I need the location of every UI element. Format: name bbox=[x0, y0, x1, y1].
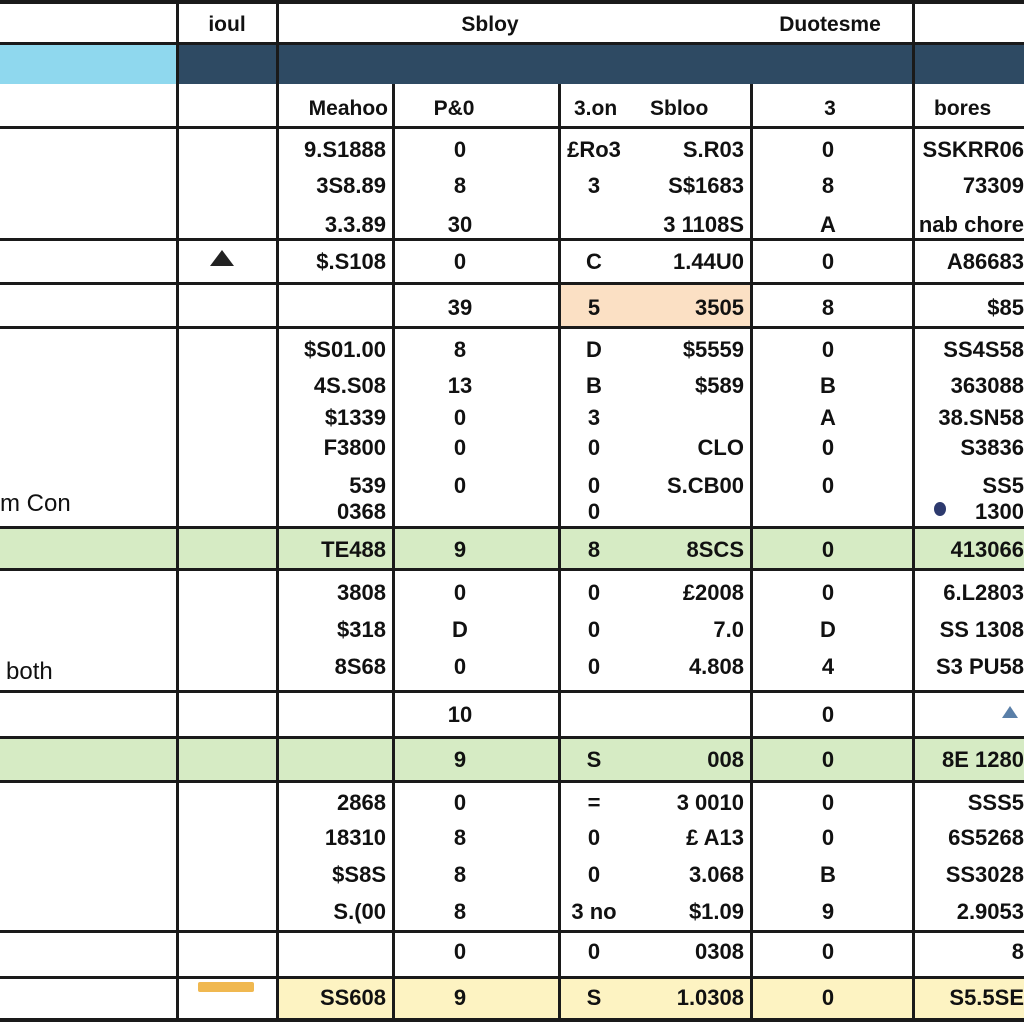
grid-line bbox=[0, 568, 1024, 571]
grid-line bbox=[0, 1018, 1024, 1022]
cell-num[interactable]: 0 bbox=[821, 939, 835, 964]
cell-p[interactable]: 8 bbox=[453, 825, 467, 850]
cell-sales[interactable]: 8SCS bbox=[686, 537, 744, 562]
grid-line bbox=[0, 736, 1024, 739]
cell-so[interactable]: £Ro3 bbox=[567, 137, 621, 162]
cell-amount[interactable]: 2868 bbox=[337, 790, 386, 815]
grid-line bbox=[912, 0, 915, 1022]
cell-p[interactable]: 0 bbox=[453, 435, 467, 460]
side-label: both bbox=[6, 658, 53, 685]
cell-so[interactable]: D bbox=[586, 337, 602, 362]
cell-so[interactable]: S bbox=[586, 747, 602, 772]
cell-sales[interactable]: S.CB00 bbox=[666, 473, 744, 498]
cell-dores[interactable]: SSKRR06 bbox=[922, 137, 1024, 162]
cell-amount[interactable]: 18310 bbox=[324, 825, 386, 850]
column-header-c[interactable]: Sbloy bbox=[461, 13, 519, 36]
cell-num[interactable]: 0 bbox=[821, 249, 835, 274]
cell-amount[interactable]: 0368 bbox=[337, 499, 386, 524]
cell-sales[interactable]: 7.0 bbox=[713, 617, 744, 642]
cell-amount[interactable]: 539 bbox=[349, 473, 386, 498]
cell-num[interactable]: 9 bbox=[821, 899, 835, 924]
cell-p[interactable]: 0 bbox=[453, 249, 467, 274]
subheader-so: 3.on bbox=[574, 97, 618, 120]
cell-p[interactable]: 30 bbox=[447, 212, 473, 237]
grid-line bbox=[0, 282, 1024, 285]
cell-p[interactable]: 8 bbox=[453, 173, 467, 198]
cell-so[interactable]: 0 bbox=[587, 825, 601, 850]
cell-amount[interactable]: S.(00 bbox=[333, 899, 386, 924]
cell-num[interactable]: 0 bbox=[821, 747, 835, 772]
cell-sales[interactable]: £ A13 bbox=[686, 825, 744, 850]
orange-marker bbox=[198, 982, 254, 992]
grid-line bbox=[0, 42, 1024, 45]
subheader-p: P&0 bbox=[433, 97, 475, 120]
cell-p[interactable]: 0 bbox=[453, 580, 467, 605]
cell-p[interactable]: 10 bbox=[447, 702, 473, 727]
cell-so[interactable]: C bbox=[586, 249, 602, 274]
cell-dores[interactable]: 8 bbox=[1011, 939, 1024, 964]
cell-p[interactable]: 0 bbox=[453, 137, 467, 162]
cell-num[interactable]: 0 bbox=[821, 337, 835, 362]
cell-num[interactable]: D bbox=[820, 617, 836, 642]
cyan-cell bbox=[0, 44, 176, 84]
cell-dores[interactable]: 1300 bbox=[975, 499, 1024, 524]
cell-dores[interactable]: S5.5SE bbox=[949, 985, 1024, 1010]
cell-p[interactable]: 9 bbox=[453, 747, 467, 772]
cell-amount[interactable]: $.S108 bbox=[316, 249, 386, 274]
grid-line bbox=[0, 238, 1024, 241]
cell-num[interactable]: 0 bbox=[821, 473, 835, 498]
cell-p[interactable]: 8 bbox=[453, 899, 467, 924]
cell-so[interactable]: 0 bbox=[587, 473, 601, 498]
cell-num[interactable]: 0 bbox=[821, 790, 835, 815]
cell-so[interactable]: 0 bbox=[587, 435, 601, 460]
cell-dores[interactable]: SS5 bbox=[982, 473, 1024, 498]
grid-line bbox=[0, 690, 1024, 693]
cell-so[interactable]: 0 bbox=[587, 862, 601, 887]
grid-line bbox=[176, 0, 179, 1022]
subheader-sales: Sbloo bbox=[650, 97, 709, 120]
cell-so[interactable]: 3 bbox=[587, 173, 601, 198]
cell-sales[interactable]: 3505 bbox=[695, 295, 744, 320]
cell-num[interactable]: 0 bbox=[821, 825, 835, 850]
grid-line bbox=[750, 84, 753, 1022]
cell-dores[interactable]: SS 1308 bbox=[939, 617, 1024, 642]
cell-amount[interactable]: 3S8.89 bbox=[316, 173, 386, 198]
cell-num[interactable]: B bbox=[820, 373, 836, 398]
cell-num[interactable]: 0 bbox=[821, 985, 835, 1010]
grid-line bbox=[0, 326, 1024, 329]
cell-so[interactable]: 3 no bbox=[571, 899, 617, 924]
column-header-d[interactable]: Duotesme bbox=[779, 13, 881, 36]
cell-p[interactable]: 8 bbox=[453, 862, 467, 887]
cell-dores[interactable]: $85 bbox=[987, 295, 1024, 320]
cell-dores[interactable]: SS3028 bbox=[945, 862, 1024, 887]
cell-sales[interactable]: 008 bbox=[707, 747, 744, 772]
cell-sales[interactable]: 1.0308 bbox=[676, 985, 744, 1010]
cell-sales[interactable]: £2008 bbox=[682, 580, 744, 605]
cell-sales[interactable]: 0308 bbox=[695, 939, 744, 964]
cell-dores[interactable]: A86683 bbox=[946, 249, 1024, 274]
cell-dores[interactable]: nab chore bbox=[918, 212, 1024, 237]
cell-sales[interactable]: $5559 bbox=[682, 337, 744, 362]
cell-num[interactable]: A bbox=[820, 405, 836, 430]
cell-p[interactable]: 0 bbox=[453, 473, 467, 498]
cell-amount[interactable]: $S01.00 bbox=[304, 337, 386, 362]
cell-dores[interactable]: 8E 1280 bbox=[942, 747, 1024, 772]
cell-dores[interactable]: S3 PU58 bbox=[935, 654, 1024, 679]
cell-so[interactable]: 3 bbox=[587, 405, 601, 430]
cell-so[interactable]: S bbox=[586, 985, 602, 1010]
grid-line bbox=[0, 126, 1024, 129]
cell-num[interactable]: 0 bbox=[821, 537, 835, 562]
pointer-icon bbox=[210, 250, 234, 266]
triangle-marker bbox=[1002, 706, 1018, 718]
cell-amount[interactable]: 4S.S08 bbox=[313, 373, 386, 398]
grid-line bbox=[558, 84, 561, 1022]
cell-num[interactable]: B bbox=[820, 862, 836, 887]
cell-dores[interactable]: 73309 bbox=[962, 173, 1024, 198]
cell-amount[interactable]: 8S68 bbox=[334, 654, 386, 679]
cell-amount[interactable]: 9.S1888 bbox=[304, 137, 386, 162]
cell-amount[interactable]: 3808 bbox=[337, 580, 386, 605]
cell-amount[interactable]: $1339 bbox=[324, 405, 386, 430]
subheader-amount: Meahoo bbox=[308, 97, 388, 120]
cell-sales[interactable]: 1.44U0 bbox=[673, 249, 744, 274]
cell-p[interactable]: 8 bbox=[453, 337, 467, 362]
grid-line bbox=[0, 930, 1024, 933]
dark-header-band bbox=[176, 44, 1024, 84]
cell-p[interactable]: 39 bbox=[447, 295, 473, 320]
cell-p[interactable]: 13 bbox=[447, 373, 473, 398]
subheader-dores: bores bbox=[934, 97, 992, 120]
subheader-num: 3 bbox=[824, 97, 836, 120]
cell-dores[interactable]: SSS5 bbox=[967, 790, 1024, 815]
cell-num[interactable]: 0 bbox=[821, 137, 835, 162]
cell-dores[interactable]: 6.L2803 bbox=[943, 580, 1024, 605]
side-label: m Con bbox=[0, 490, 71, 517]
cell-sales[interactable]: S.R03 bbox=[682, 137, 744, 162]
cell-so[interactable]: 0 bbox=[587, 617, 601, 642]
cell-sales[interactable]: $1.09 bbox=[688, 899, 744, 924]
column-header-b[interactable]: ioul bbox=[208, 13, 246, 36]
grid-line bbox=[0, 0, 1024, 4]
cell-p[interactable]: 0 bbox=[453, 790, 467, 815]
cell-sales[interactable]: $589 bbox=[695, 373, 744, 398]
cell-so[interactable]: 0 bbox=[587, 939, 601, 964]
cell-num[interactable]: 0 bbox=[821, 580, 835, 605]
cell-sales[interactable]: CLO bbox=[697, 435, 744, 460]
cell-amount[interactable]: $S8S bbox=[332, 862, 386, 887]
cell-so[interactable]: B bbox=[586, 373, 602, 398]
cell-so[interactable]: 0 bbox=[587, 654, 601, 679]
cell-sales[interactable]: 4.808 bbox=[688, 654, 744, 679]
cell-p[interactable]: 9 bbox=[453, 985, 467, 1010]
grid-line bbox=[392, 84, 395, 1022]
cell-dores[interactable]: 363088 bbox=[950, 373, 1024, 398]
cell-p[interactable]: 0 bbox=[453, 654, 467, 679]
cell-p[interactable]: 9 bbox=[453, 537, 467, 562]
cell-amount[interactable]: 3.3.89 bbox=[324, 212, 386, 237]
grid-line bbox=[0, 976, 1024, 979]
grid-line bbox=[276, 0, 279, 1022]
cell-dores[interactable]: 38.SN58 bbox=[938, 405, 1024, 430]
cell-num[interactable]: 4 bbox=[821, 654, 835, 679]
cell-sales[interactable]: 3 0010 bbox=[676, 790, 744, 815]
cell-sales[interactable]: 3.068 bbox=[688, 862, 744, 887]
cell-dores[interactable]: S3836 bbox=[960, 435, 1024, 460]
cell-amount[interactable]: F3800 bbox=[323, 435, 386, 460]
cell-amount[interactable]: TE488 bbox=[321, 537, 386, 562]
cell-num[interactable]: 0 bbox=[821, 435, 835, 460]
cell-so[interactable]: = bbox=[587, 790, 601, 815]
cell-so[interactable]: 0 bbox=[587, 499, 601, 524]
cell-p[interactable]: 0 bbox=[453, 405, 467, 430]
cell-num[interactable]: 8 bbox=[821, 173, 835, 198]
cell-num[interactable]: 8 bbox=[821, 295, 835, 320]
cell-sales[interactable]: 3 1108S bbox=[663, 212, 744, 237]
cell-amount[interactable]: $318 bbox=[337, 617, 386, 642]
cell-dores[interactable]: 413066 bbox=[950, 537, 1024, 562]
cell-dores[interactable]: SS4S58 bbox=[943, 337, 1024, 362]
cell-p[interactable]: 0 bbox=[453, 939, 467, 964]
grid-line bbox=[0, 526, 1024, 529]
cell-amount[interactable]: SS608 bbox=[319, 985, 386, 1010]
cell-dores[interactable]: 2.9053 bbox=[956, 899, 1024, 924]
cell-num[interactable]: A bbox=[820, 212, 836, 237]
grid-line bbox=[0, 780, 1024, 783]
cell-so[interactable]: 8 bbox=[587, 537, 601, 562]
cell-p[interactable]: D bbox=[452, 617, 468, 642]
cell-sales[interactable]: S$1683 bbox=[668, 173, 744, 198]
cell-so[interactable]: 5 bbox=[587, 295, 601, 320]
cell-dores[interactable]: 6S5268 bbox=[948, 825, 1024, 850]
cell-num[interactable]: 0 bbox=[821, 702, 835, 727]
cell-so[interactable]: 0 bbox=[587, 580, 601, 605]
